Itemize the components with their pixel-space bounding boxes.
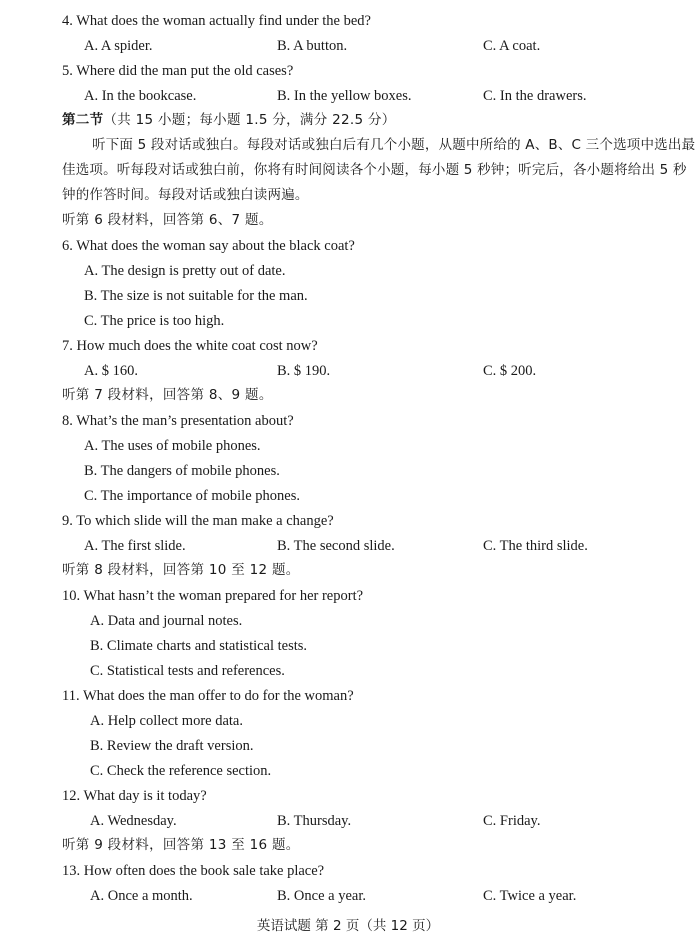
- question-9-option-b: B. The second slide.: [277, 538, 395, 554]
- passage-9-intro: 听第 9 段材料，回答第 13 至 16 题。: [62, 837, 300, 853]
- question-11-stem: 11. What does the man offer to do for the woman?: [62, 688, 354, 704]
- question-8-option-b: B. The dangers of mobile phones.: [84, 463, 280, 479]
- question-6-option-a: A. The design is pretty out of date.: [84, 263, 286, 279]
- question-4-option-a: A. A spider.: [84, 38, 153, 54]
- question-12-option-c: C. Friday.: [483, 813, 541, 829]
- section-scoring: （共 15 小题；每小题 1.5 分，满分 22.5 分）: [103, 112, 396, 128]
- passage-7-intro: 听第 7 段材料，回答第 8、9 题。: [62, 387, 273, 403]
- question-4-option-b: B. A button.: [277, 38, 348, 54]
- question-8-option-a: A. The uses of mobile phones.: [84, 438, 261, 454]
- question-4-stem: 4. What does the woman actually find under the bed?: [62, 13, 371, 29]
- question-10-stem: 10. What hasn’t the woman prepared for her report?: [62, 588, 364, 604]
- section-heading: [62, 114, 396, 128]
- question-12-stem: 12. What day is it today?: [62, 788, 207, 804]
- question-7-option-a: A. $ 160.: [84, 363, 138, 379]
- question-9-stem: 9. To which slide will the man make a change?: [62, 513, 334, 529]
- question-12-option-b: B. Thursday.: [277, 813, 352, 829]
- question-11-option-a: A. Help collect more data.: [90, 713, 243, 729]
- question-13-option-c: C. Twice a year.: [483, 888, 577, 904]
- page-footer: 英语试题 第 2 页（共 12 页）: [256, 918, 440, 934]
- section-title: 第二节: [62, 112, 104, 128]
- question-11-option-b: B. Review the draft version.: [90, 738, 254, 754]
- question-7-option-c: C. $ 200.: [483, 363, 537, 379]
- passage-6-intro: 听第 6 段材料，回答第 6、7 题。: [62, 212, 273, 228]
- question-6-option-b: B. The size is not suitable for the man.: [84, 288, 308, 304]
- question-9-option-a: A. The first slide.: [84, 538, 186, 554]
- question-13-stem: 13. How often does the book sale take place?: [62, 863, 325, 879]
- question-6-option-c: C. The price is too high.: [84, 313, 225, 329]
- question-10-option-c: C. Statistical tests and references.: [90, 663, 285, 679]
- question-13-option-b: B. Once a year.: [277, 888, 366, 904]
- question-5-option-a: A. In the bookcase.: [84, 88, 197, 104]
- question-7-stem: 7. How much does the white coat cost now?: [62, 338, 318, 354]
- question-9-option-c: C. The third slide.: [483, 538, 588, 554]
- question-5-option-b: B. In the yellow boxes.: [277, 88, 412, 104]
- question-5-option-c: C. In the drawers.: [483, 88, 587, 104]
- question-12-option-a: A. Wednesday.: [90, 813, 177, 829]
- question-10-option-b: B. Climate charts and statistical tests.: [90, 638, 308, 654]
- question-5-stem: 5. Where did the man put the old cases?: [62, 63, 294, 79]
- question-11-option-c: C. Check the reference section.: [90, 763, 272, 779]
- section-instructions: 听下面 5 段对话或独白。每段对话或独白后有几个小题，从题中所给的 A、B、C 三个选项中选出最佳选项。听每段对话或独白前，你将有时间阅读各个小题，每小题 5 秒钟；听完后，各小题将给出 5 秒钟的作答时间。每段对话或独白读两遍。: [62, 137, 696, 203]
- passage-8-intro: 听第 8 段材料，回答第 10 至 12 题。: [62, 562, 300, 578]
- question-8-option-c: C. The importance of mobile phones.: [84, 488, 300, 504]
- question-10-option-a: A. Data and journal notes.: [90, 613, 243, 629]
- question-8-stem: 8. What’s the man’s presentation about?: [62, 413, 294, 429]
- question-7-option-b: B. $ 190.: [277, 363, 331, 379]
- question-13-option-a: A. Once a month.: [90, 888, 193, 904]
- question-4-option-c: C. A coat.: [483, 38, 541, 54]
- question-6-stem: 6. What does the woman say about the black coat?: [62, 238, 355, 254]
